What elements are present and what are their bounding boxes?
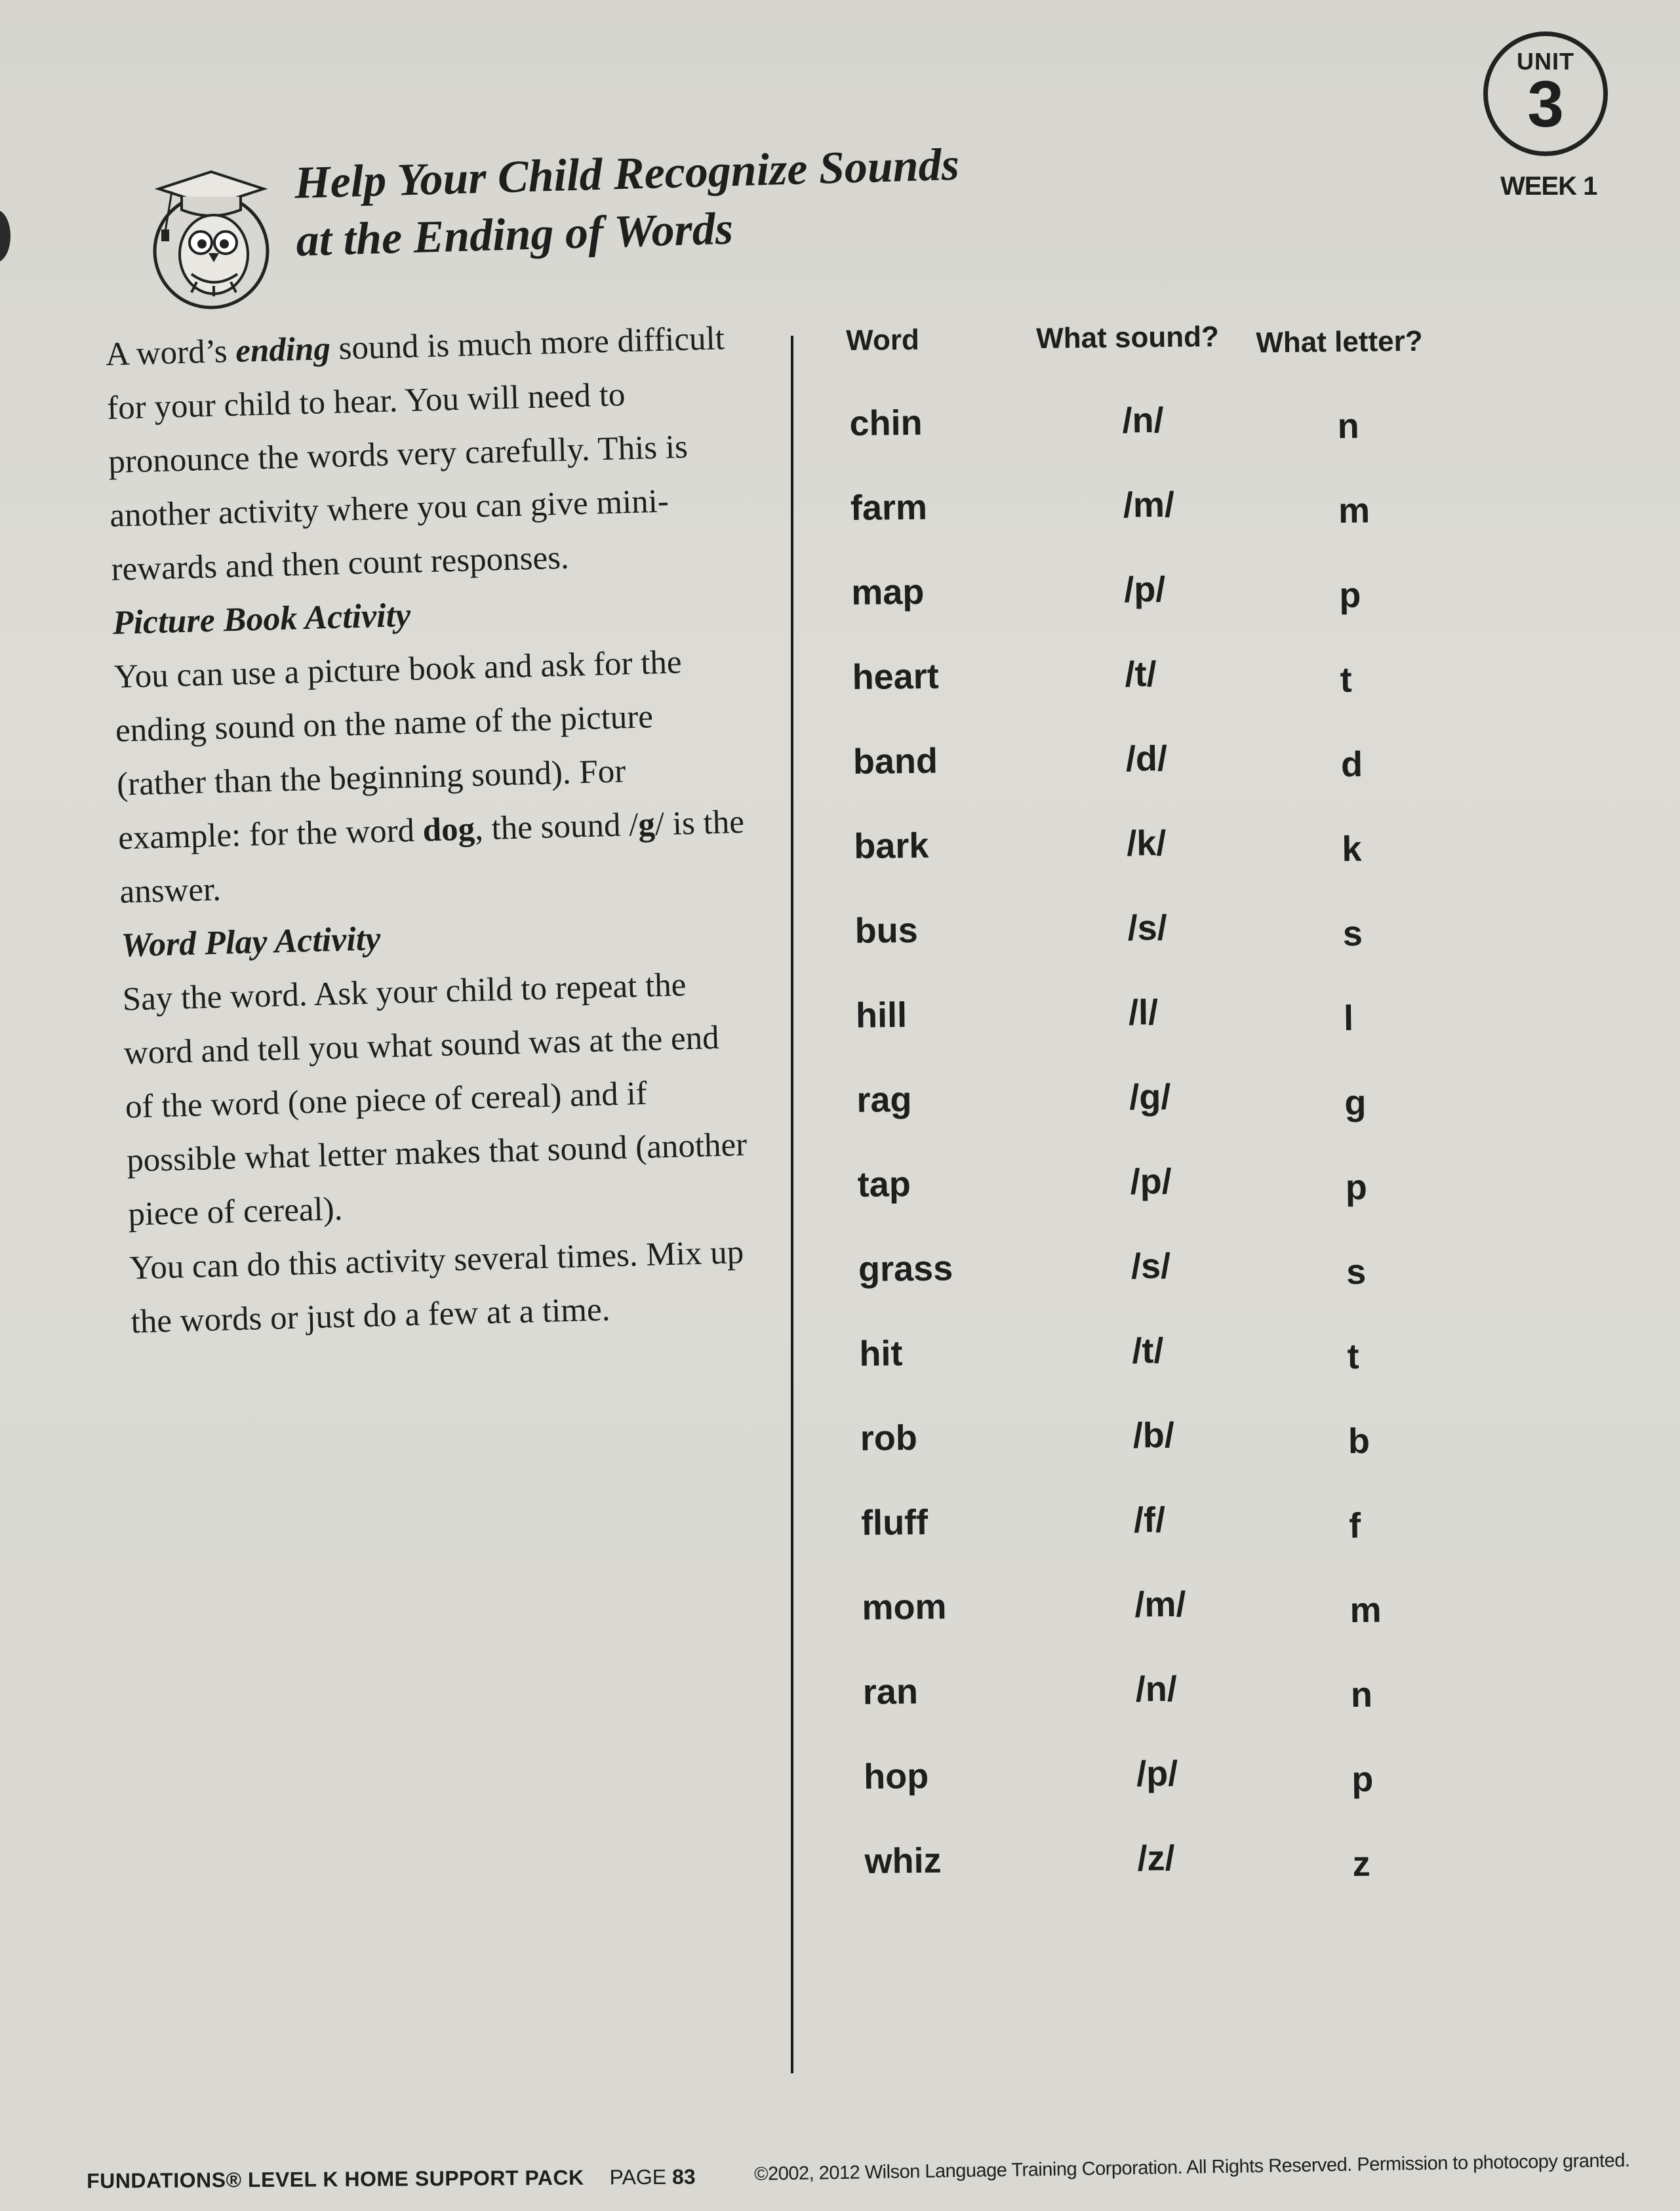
table-row [854,1157,1511,1243]
row-sound: /l/ [1128,993,1159,1033]
row-letter: p [1339,575,1361,616]
row-letter: f [1348,1505,1361,1546]
footer-page-number: 83 [671,2164,696,2189]
row-sound: /t/ [1125,654,1157,694]
word-play-paragraph-1: Say the word. Ask your child to repeat the word and tell you what sound was at the end of the word (one piece of cereal) and if possible what letter makes that sound (another piece of cereal). [122,966,748,1233]
row-letter: t [1347,1336,1359,1377]
header-word: Word [846,323,920,357]
row-letter: p [1345,1167,1368,1208]
table-row [849,650,1506,736]
row-word: band [852,741,938,782]
footer-pack-title: FUNDATIONS® LEVEL K HOME SUPPORT PACK [87,2165,584,2193]
row-sound: /d/ [1125,738,1168,779]
picture-book-text-middle: , the sound / [474,806,639,848]
row-letter: p [1351,1759,1374,1800]
word-play-paragraph-2: You can do this activity several times. Mix up the words or just do a few at a time. [129,1233,744,1341]
picture-book-heading: Picture Book Activity [112,596,411,642]
table-row [851,819,1508,904]
row-sound: /p/ [1136,1753,1178,1794]
table-row [856,1326,1513,1412]
row-sound: /n/ [1135,1669,1178,1709]
word-play-heading: Word Play Activity [120,920,381,965]
intro-text-end: sound is much more difficult for your child to hear. You will need to pronounce the words very carefully. This is another activity where you can give mini-rewards and then count responses. [106,320,725,588]
row-word: farm [850,487,928,528]
row-letter: t [1340,660,1353,700]
row-word: map [850,572,925,612]
picture-book-text-end: / is the answer. [119,803,745,911]
row-word: whiz [864,1841,942,1881]
row-letter: z [1352,1844,1370,1884]
picture-book-text-start: You can use a picture book and ask for the ending sound on the name of the picture (rather than the beginning sound). For example: for the word [113,644,683,857]
row-sound: /t/ [1132,1331,1164,1371]
row-letter: d [1340,744,1363,785]
unit-label: UNIT [1517,48,1574,75]
row-sound: /z/ [1137,1838,1175,1879]
row-sound: /m/ [1123,485,1175,525]
row-word: mom [862,1587,947,1627]
footer-page [609,2165,695,2189]
word-table [846,318,1518,1911]
row-letter: n [1350,1675,1373,1715]
row-letter: k [1342,829,1362,869]
page-title [294,132,1083,269]
unit-number: 3 [1527,68,1564,141]
row-sound: /p/ [1130,1161,1172,1202]
owl-graduate-icon [146,169,277,310]
row-letter: n [1337,406,1359,447]
table-row [849,566,1505,651]
table-row [854,1073,1510,1158]
table-row [860,1665,1517,1750]
footer-page-label: PAGE [609,2164,673,2189]
row-word: heart [852,656,939,697]
table-row [857,1411,1513,1496]
row-word: ran [862,1671,919,1712]
row-sound: /n/ [1122,400,1164,441]
row-word: hill [855,995,908,1035]
header-letter: What letter? [1256,325,1423,359]
table-row [847,397,1503,482]
row-letter: m [1350,1590,1382,1631]
row-letter: s [1346,1252,1367,1292]
row-word: chin [849,403,923,443]
row-word: tap [857,1165,911,1205]
row-sound: /m/ [1134,1584,1186,1625]
row-sound: /g/ [1129,1077,1171,1117]
example-word: dog [422,810,475,849]
title-line-2: at the Ending of Words [295,203,734,266]
table-row [853,988,1510,1073]
row-letter: g [1344,1083,1367,1123]
row-letter: s [1342,913,1363,954]
row-sound: /p/ [1123,569,1166,610]
table-row [861,1749,1517,1835]
row-word: hit [859,1334,903,1374]
row-sound: /s/ [1127,907,1168,948]
table-row [852,904,1508,989]
row-sound: /k/ [1126,823,1167,864]
picture-book-paragraph [113,634,750,919]
row-sound: /s/ [1130,1246,1171,1286]
intro-text-start: A word’s [105,332,237,373]
table-row [848,481,1504,567]
row-word: rob [860,1418,918,1458]
header-sound: What sound? [1035,321,1220,355]
row-word: bus [854,910,919,951]
row-letter: b [1348,1421,1370,1462]
column-divider [791,336,793,2073]
table-row [850,734,1507,820]
intro-paragraph [105,311,741,597]
week-label: WEEK 1 [1500,172,1597,201]
table-row [858,1496,1515,1581]
footer-copyright: ©2002, 2012 Wilson Language Training Corporation. All Rights Reserved. Permission to photocopy granted. [754,2150,1630,2185]
row-letter: l [1343,998,1354,1039]
table-row [859,1580,1515,1665]
row-sound: /b/ [1132,1415,1175,1456]
row-word: rag [856,1080,912,1120]
row-letter: m [1338,490,1370,531]
row-word: grass [858,1248,953,1289]
footer-title [87,2165,696,2193]
title-line-1: Help Your Child Recognize Sounds [294,139,960,209]
unit-badge [1483,31,1608,156]
page-edge-shadow [0,210,10,262]
intro-emphasis: ending [235,330,331,370]
example-sound: g [637,806,656,843]
row-word: hop [863,1756,929,1797]
table-row [862,1834,1518,1919]
instructions-column [105,311,761,1349]
row-word: fluff [860,1502,929,1543]
row-word: bark [854,826,929,866]
row-sound: /f/ [1133,1500,1166,1540]
table-row [856,1242,1512,1327]
